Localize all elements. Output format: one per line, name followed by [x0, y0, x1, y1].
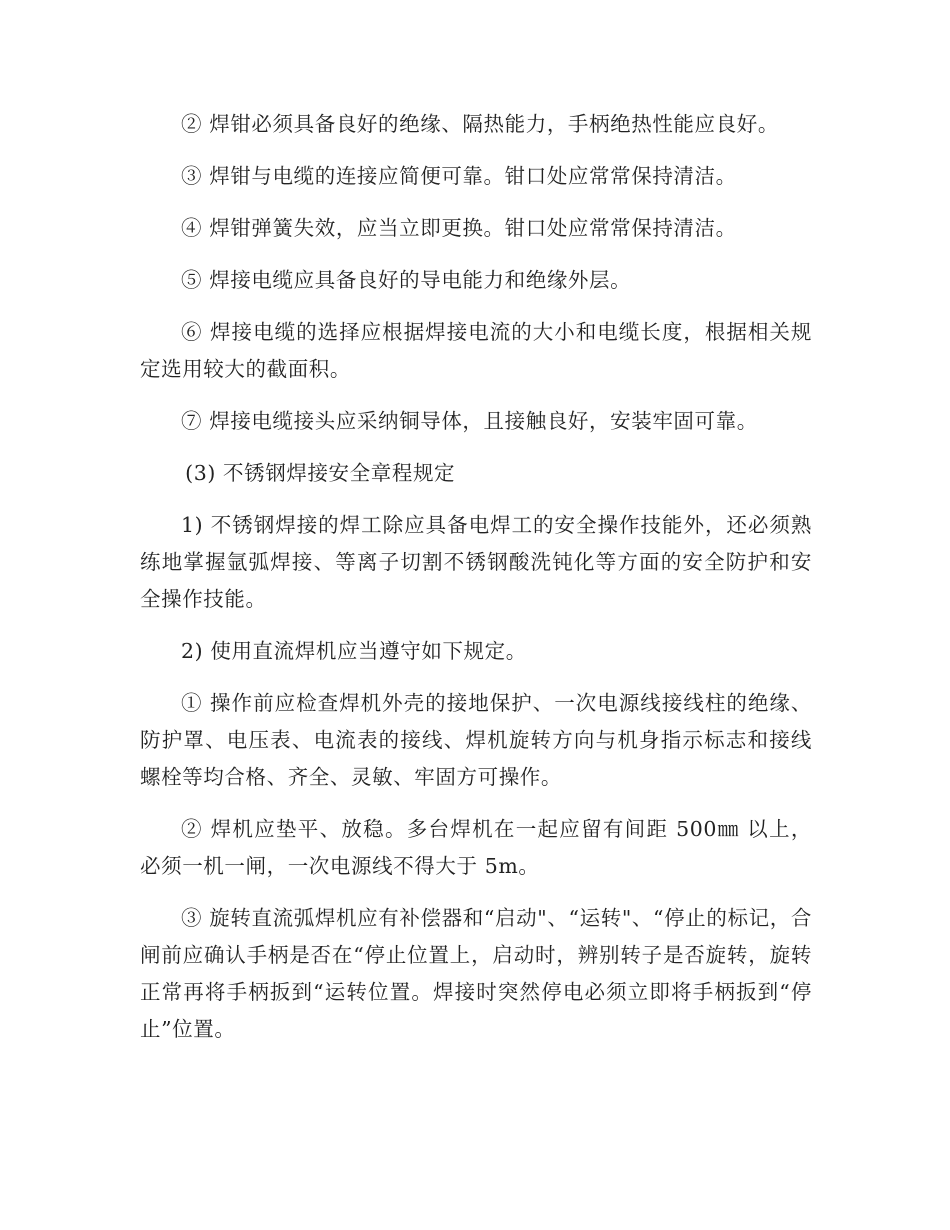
paragraph-cable-conductivity: ⑤ 焊接电缆应具备良好的导电能力和绝缘外层。	[181, 268, 632, 292]
paragraph-cable-selection: ⑥ 焊接电缆的选择应根据焊接电流的大小和电缆长度，根据相关规定选用较大的截面积。	[140, 320, 812, 381]
paragraph-rotary-welder-marking: ③ 旋转直流弧焊机应有补偿器和“启动"、“运转"、“停止的标记，合闸前应确认手柄是否在“停止位置上，启动时，辨别转子是否旋转，旋转正常再将手柄扳到“运转位置。焊接时突然停电必须立即将手柄扳到“停止”位置。	[140, 906, 812, 1041]
paragraph-welding-tongs-insulation: ② 焊钳必须具备良好的绝缘、隔热能力，手柄绝热性能应良好。	[181, 112, 779, 136]
document-body	[140, 106, 812, 1063]
paragraph-tongs-spring: ④ 焊钳弹簧失效，应当立即更换。钳口处应常常保持清洁。	[181, 216, 737, 240]
paragraph-cable-joint: ⑦ 焊接电缆接头应采纳铜导体，且接触良好，安装牢固可靠。	[181, 409, 758, 433]
paragraph-pre-operation-check: ① 操作前应检查焊机外壳的接地保护、一次电源线接线柱的绝缘、防护罩、电压表、电流表的接线、焊机旋转方向与机身指示标志和接线螺栓等均合格、齐全、灵敏、牢固方可操作。	[140, 691, 812, 789]
paragraph-tongs-cable-connection: ③ 焊钳与电缆的连接应简便可靠。钳口处应常常保持清洁。	[181, 164, 737, 188]
paragraph-stainless-welder-skills: 1) 不锈钢焊接的焊工除应具备电焊工的安全操作技能外，还必须熟练地掌握氩弧焊接、等离子切割不锈钢酸洗钝化等方面的安全防护和安全操作技能。	[140, 513, 812, 611]
paragraph-dc-welder-rules: 2) 使用直流焊机应当遵守如下规定。	[181, 639, 527, 663]
paragraph-welder-placement: ② 焊机应垫平、放稳。多台焊机在一起应留有间距 500㎜ 以上，必须一机一闸，一次电源线不得大于 5m。	[140, 817, 812, 878]
section-heading-stainless-steel: (3) 不锈钢焊接安全章程规定	[185, 461, 456, 485]
